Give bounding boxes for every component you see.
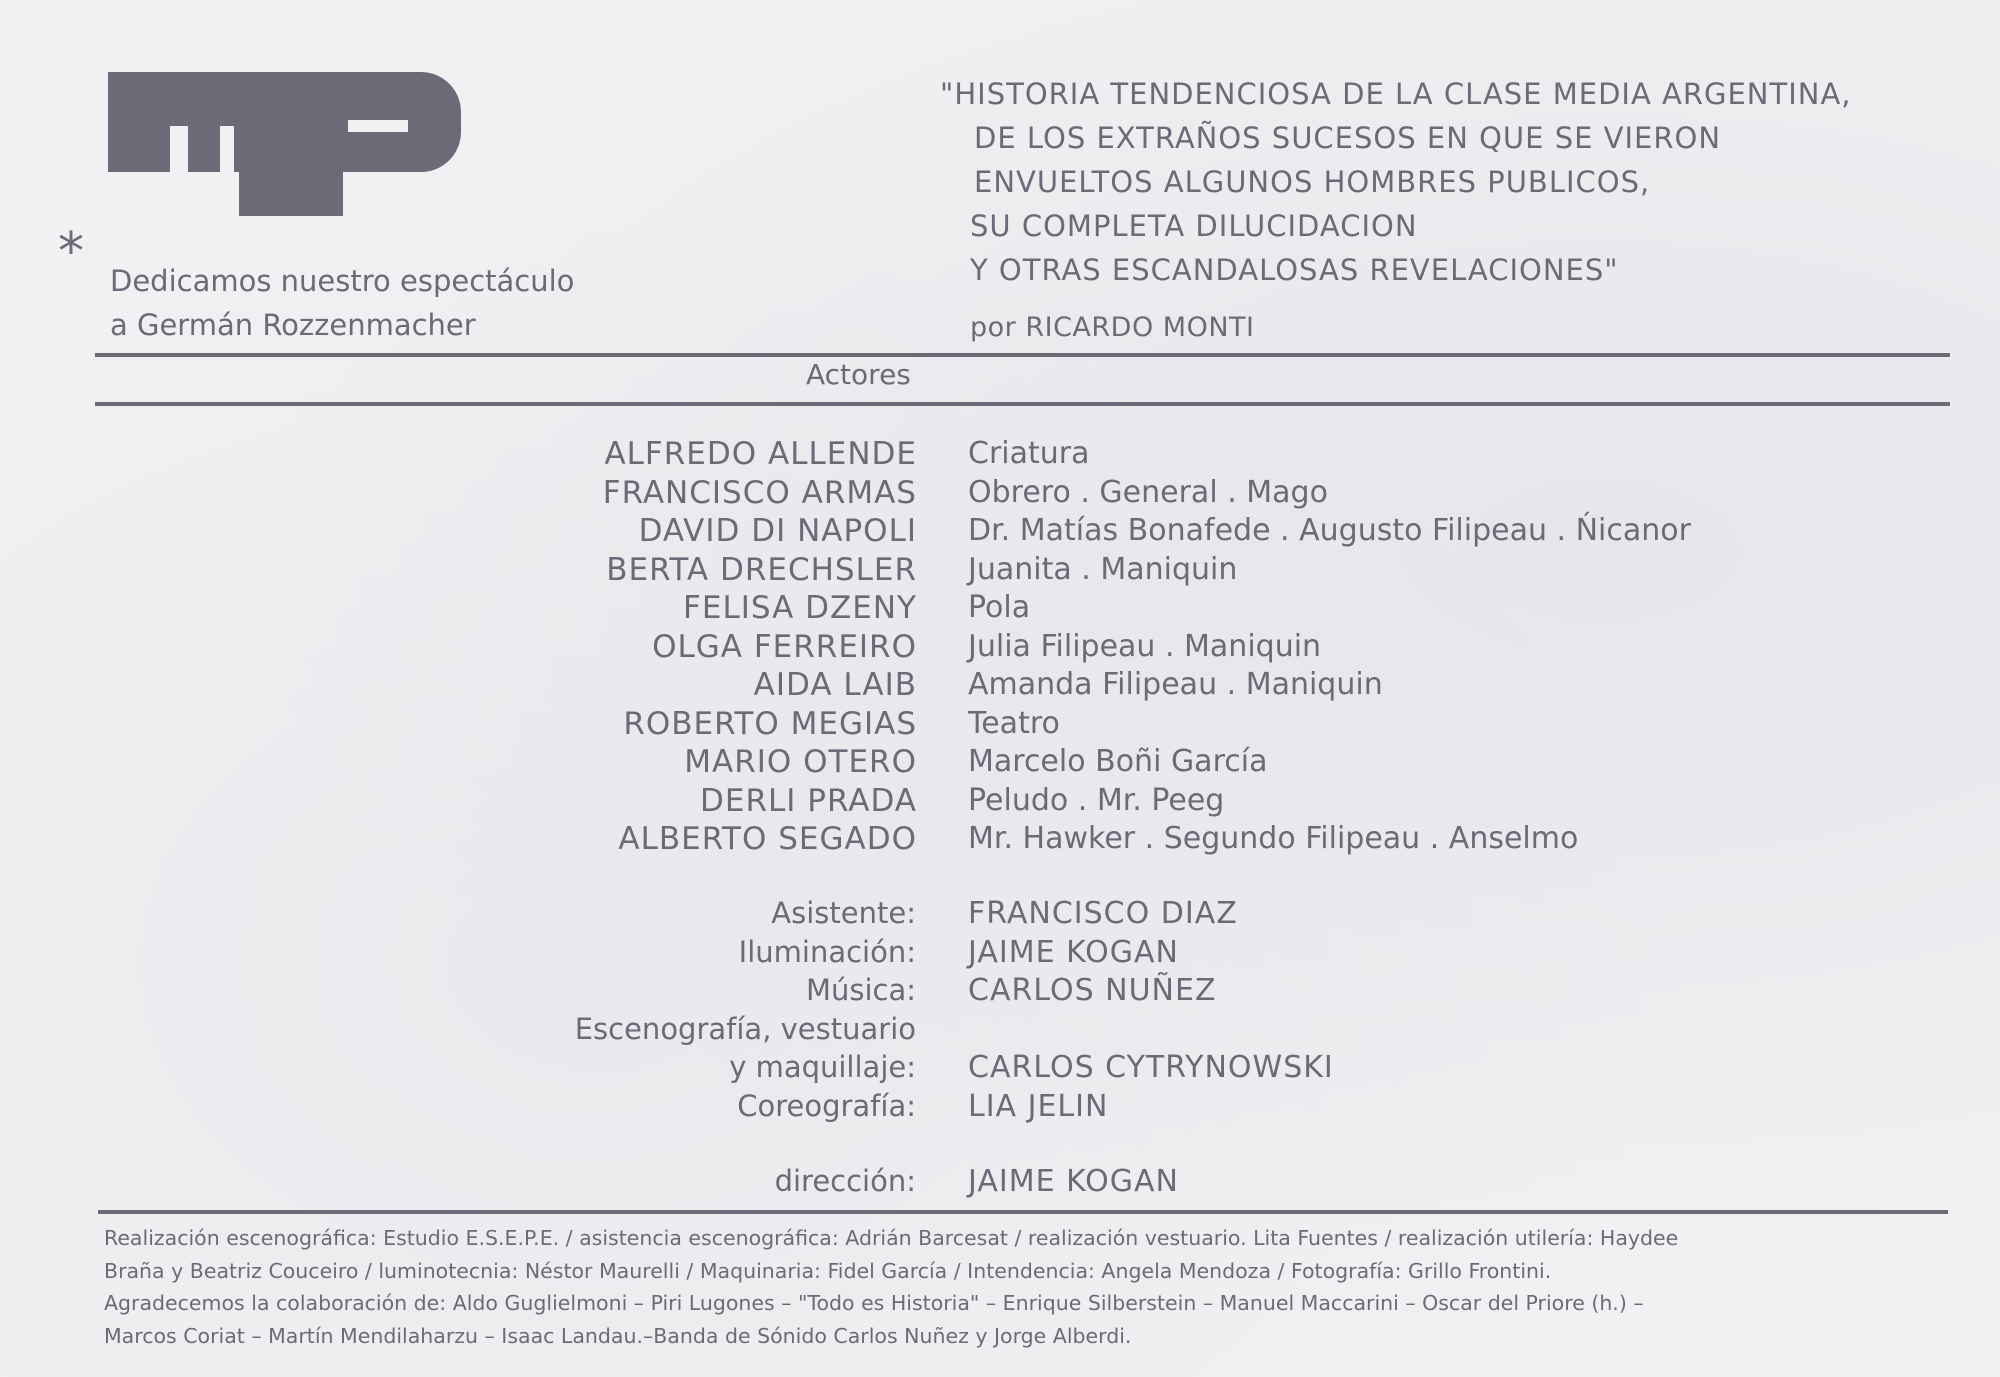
credit-row bbox=[0, 1012, 2000, 1051]
cast-row bbox=[0, 783, 2000, 822]
actor-name: DAVID DI NAPOLI bbox=[638, 513, 917, 549]
credit-row bbox=[0, 896, 2000, 935]
footer-line-3: Agradecemos la colaboración de: Aldo Guglielmoni – Piri Lugones – "Todo es Historia" – Enrique Silberstein – Manuel Maccarini – Oscar del Priore (h.) – bbox=[104, 1291, 1644, 1315]
crew-credits bbox=[0, 896, 2000, 1127]
credit-row bbox=[0, 973, 2000, 1012]
credit-label: y maquillaje: bbox=[729, 1050, 916, 1084]
actor-name: MARIO OTERO bbox=[684, 744, 917, 780]
actors-heading: Actores bbox=[806, 358, 911, 391]
actor-role: Marcelo Boñi García bbox=[968, 744, 1268, 779]
actor-name: FRANCISCO ARMAS bbox=[602, 474, 917, 511]
cast-row bbox=[0, 513, 2000, 552]
credit-row bbox=[0, 935, 2000, 974]
title-line-1: "HISTORIA TENDENCIOSA DE LA CLASE MEDIA ARGENTINA, bbox=[940, 77, 1852, 111]
credit-value: CARLOS CYTRYNOWSKI bbox=[968, 1050, 1334, 1085]
credit-row bbox=[0, 1089, 2000, 1128]
cast-row bbox=[0, 706, 2000, 745]
cast-row bbox=[0, 744, 2000, 783]
cast-row bbox=[0, 629, 2000, 668]
cast-row bbox=[0, 821, 2000, 860]
actor-name: ROBERTO MEGIAS bbox=[623, 705, 917, 742]
actor-role: Pola bbox=[968, 590, 1031, 625]
actor-role: Julia Filipeau . Maniquin bbox=[968, 628, 1322, 664]
actor-role: Juanita . Maniquin bbox=[968, 551, 1238, 587]
credit-label: Escenografía, vestuario bbox=[574, 1011, 916, 1046]
cast-row bbox=[0, 475, 2000, 514]
footer-credits bbox=[104, 1222, 1904, 1352]
credit-value: LIA JELIN bbox=[968, 1088, 1109, 1124]
credit-label: Coreografía: bbox=[737, 1088, 916, 1123]
actor-role: Mr. Hawker . Segundo Filipeau . Anselmo bbox=[968, 821, 1579, 856]
actor-name: FELISA DZENY bbox=[683, 590, 917, 626]
cast-list bbox=[0, 436, 2000, 860]
dedication-line-1: Dedicamos nuestro espectáculo bbox=[110, 264, 575, 298]
direction-value: JAIME KOGAN bbox=[968, 1164, 1179, 1199]
divider-actors bbox=[95, 402, 1950, 406]
actor-name: ALBERTO SEGADO bbox=[618, 821, 917, 857]
title-line-2: DE LOS EXTRAÑOS SUCESOS EN QUE SE VIERON bbox=[974, 121, 1722, 155]
play-title bbox=[940, 72, 1852, 292]
cast-row bbox=[0, 552, 2000, 591]
author: por RICARDO MONTI bbox=[970, 312, 1255, 343]
actor-role: Peludo . Mr. Peeg bbox=[968, 782, 1225, 818]
actor-role: Criatura bbox=[968, 436, 1090, 471]
footer-line-2: Braña y Beatriz Couceiro / luminotecnia: Néstor Maurelli / Maquinaria: Fidel García / Intendencia: Angela Mendoza / Fotografía: Grillo Frontini. bbox=[104, 1258, 1552, 1283]
footer-line-1: Realización escenográfica: Estudio E.S.E.P.E. / asistencia escenográfica: Adrián Barcesat / realización vestuario. Lita Fuentes / realización utilería: Haydee bbox=[104, 1226, 1679, 1250]
actor-name: BERTA DRECHSLER bbox=[606, 551, 917, 588]
actor-name: AIDA LAIB bbox=[753, 667, 917, 703]
credit-row bbox=[0, 1050, 2000, 1089]
actor-role: Dr. Matías Bonafede . Augusto Filipeau . Ńicanor bbox=[968, 513, 1691, 548]
divider-bottom bbox=[98, 1210, 1948, 1214]
tp-logo bbox=[108, 72, 468, 216]
actor-role: Obrero . General . Mago bbox=[968, 474, 1328, 510]
actor-name: DERLI PRADA bbox=[700, 782, 917, 819]
actor-role: Amanda Filipeau . Maniquin bbox=[968, 667, 1383, 702]
cast-row bbox=[0, 590, 2000, 629]
direction-credit bbox=[0, 1164, 2000, 1204]
direction-label: dirección: bbox=[774, 1164, 916, 1198]
footer-line-4: Marcos Coriat – Martín Mendilaharzu – Isaac Landau.–Banda de Sónido Carlos Nuñez y Jorge Alberdi. bbox=[104, 1323, 1132, 1348]
title-line-5: Y OTRAS ESCANDALOSAS REVELACIONES" bbox=[970, 253, 1619, 287]
actor-name: OLGA FERREIRO bbox=[652, 628, 917, 665]
credit-value: CARLOS NUÑEZ bbox=[968, 973, 1217, 1008]
credit-value: JAIME KOGAN bbox=[968, 934, 1179, 970]
title-line-3: ENVUELTOS ALGUNOS HOMBRES PUBLICOS, bbox=[974, 165, 1651, 199]
credit-label: Música: bbox=[805, 973, 916, 1007]
cast-row bbox=[0, 436, 2000, 475]
dedication-line-2: a Germán Rozzenmacher bbox=[110, 308, 476, 342]
actor-role: Teatro bbox=[968, 705, 1060, 741]
asterisk-icon: * bbox=[58, 222, 84, 282]
divider-top bbox=[95, 353, 1950, 357]
credit-value: FRANCISCO DIAZ bbox=[968, 896, 1238, 931]
credit-label: Iluminación: bbox=[738, 934, 916, 969]
credit-label: Asistente: bbox=[771, 896, 916, 930]
actor-name: ALFREDO ALLENDE bbox=[604, 436, 917, 472]
title-line-4: SU COMPLETA DILUCIDACION bbox=[970, 209, 1418, 243]
cast-row bbox=[0, 667, 2000, 706]
